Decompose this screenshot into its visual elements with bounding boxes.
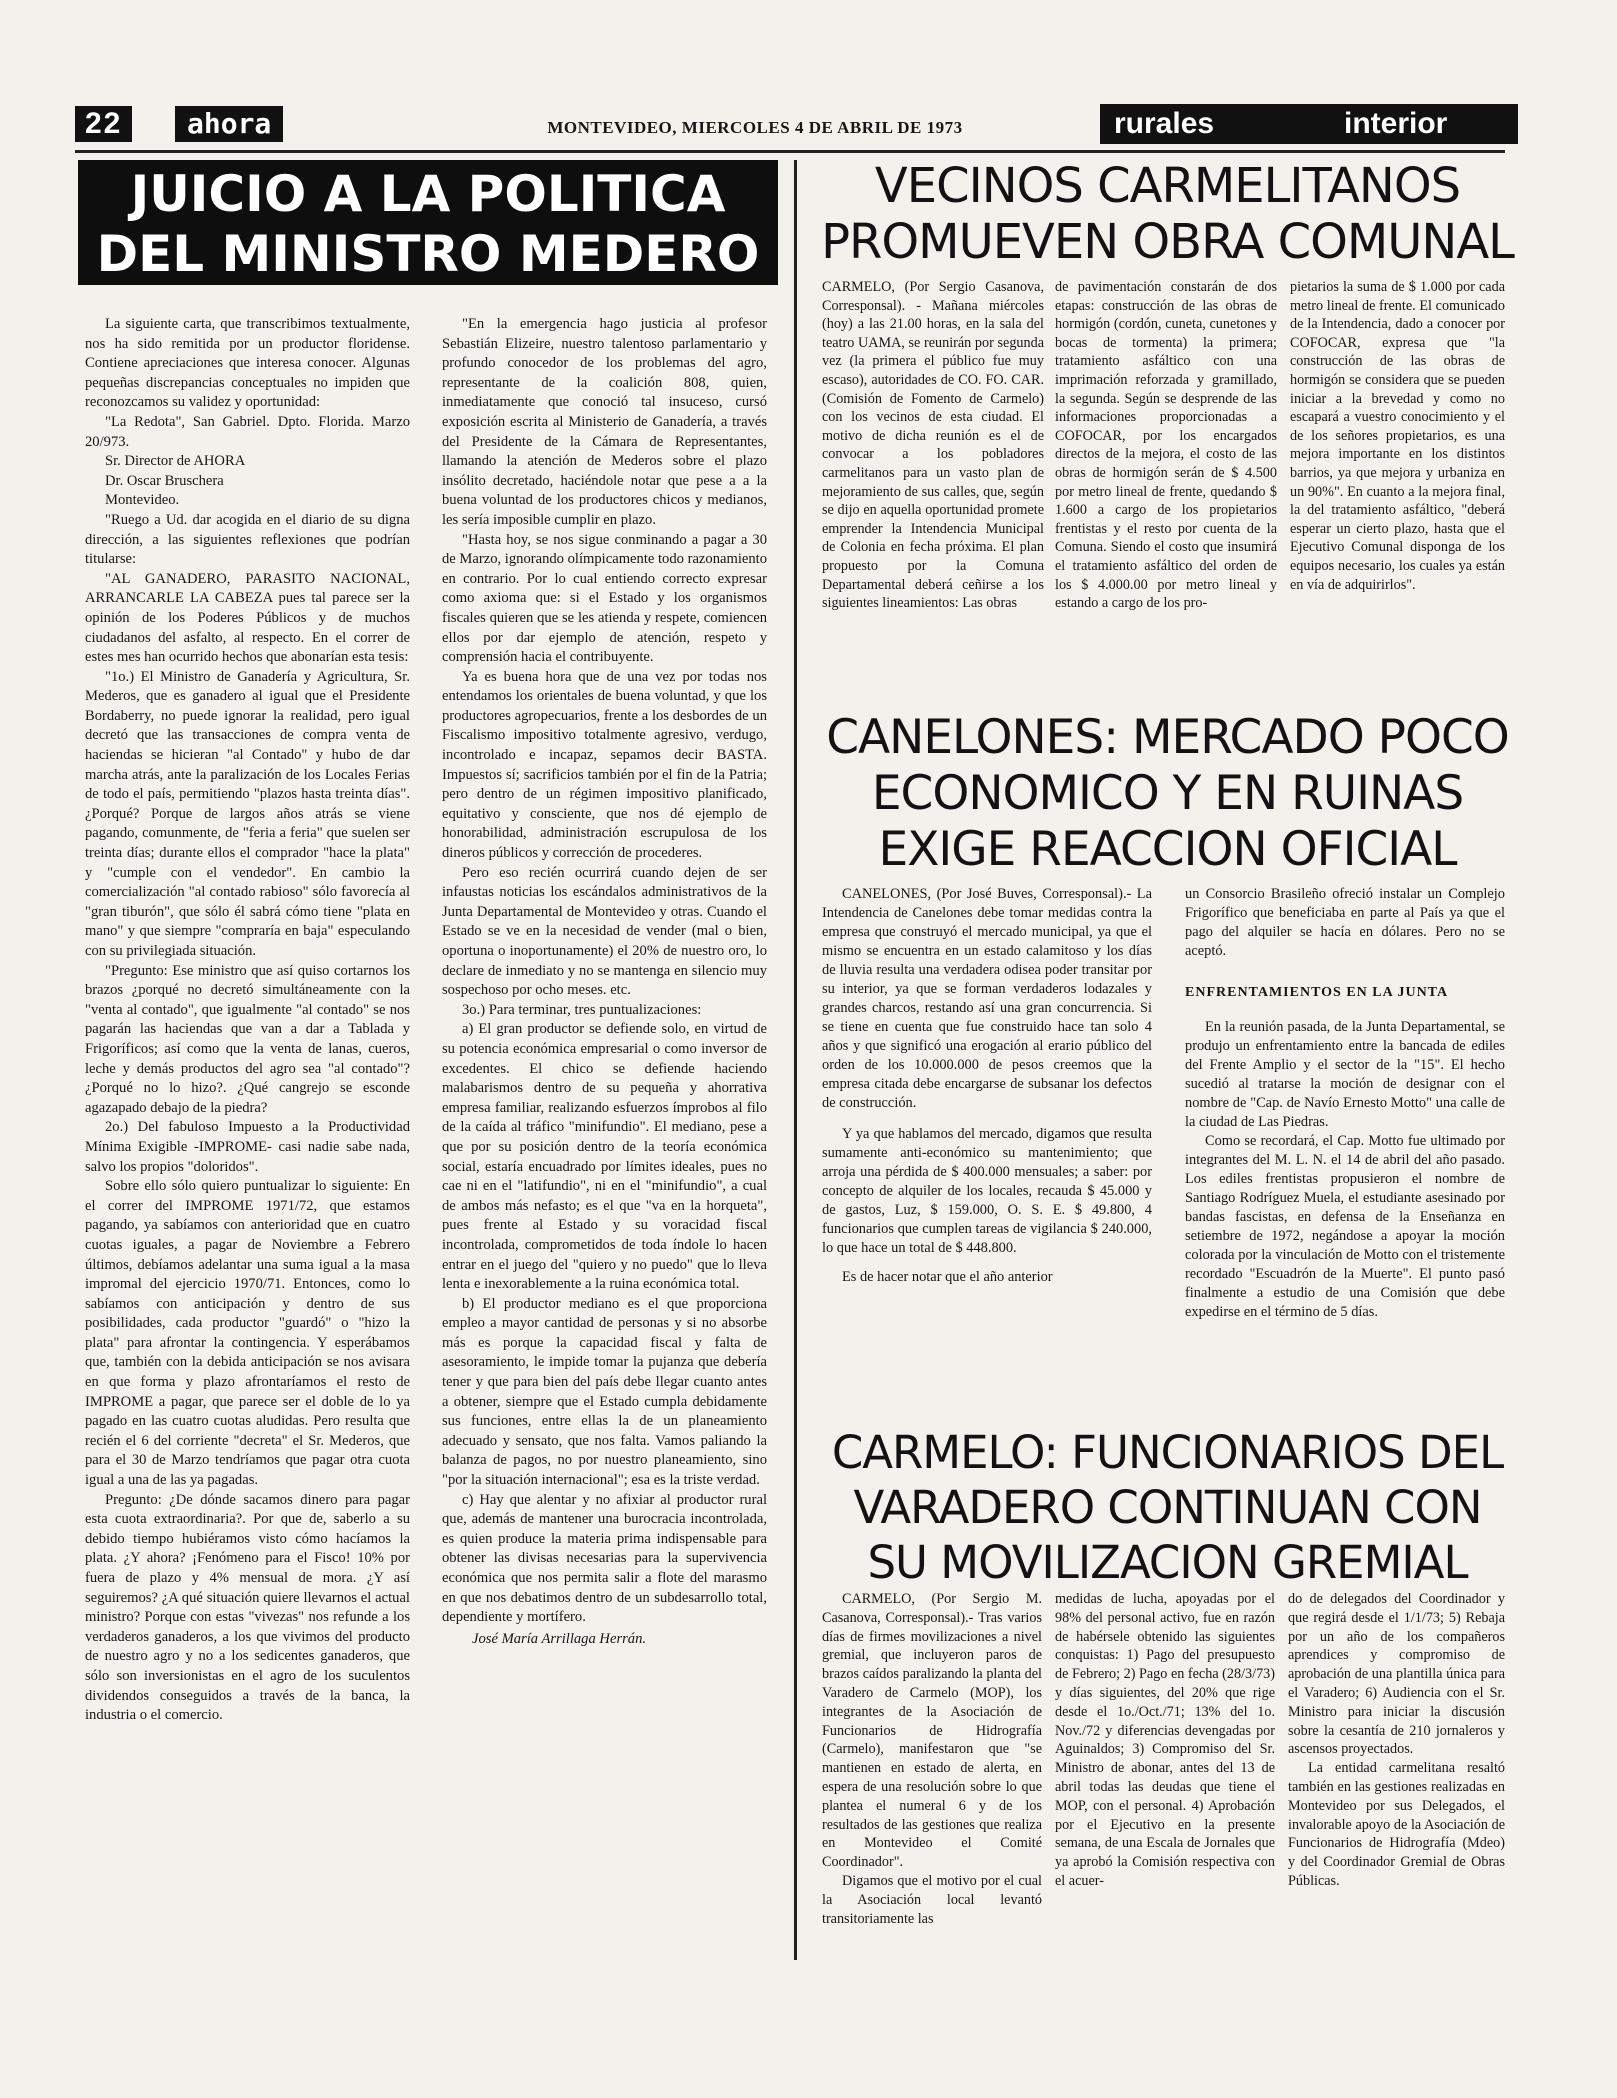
article-juicio-title-line-2: DEL MINISTRO MEDERO	[96, 225, 760, 283]
dateline: MONTEVIDEO, MIERCOLES 4 DE ABRIL DE 1973	[547, 118, 963, 137]
article-varadero-column-3	[1288, 1590, 1505, 1891]
article-carmelitanos-headline	[805, 158, 1530, 270]
paragraph: c) Hay que alentar y no afixiar al productor rural que, además de mantener una burocracia incontrolada, es quien produce la materia prima indispensable para obtener las divisas necesarias para la supervivencia económica que nos permita salir a flote del marasmo en que nos debatimos dentro de un subdesarrollo total, dependiente y mortífero.	[442, 1491, 767, 1626]
paragraph: La entidad carmelitana resaltó también en las gestiones realizadas en Montevideo por sus Delegados, el invalorable apoyo de la Asociación de Funcionarios de Hidrografía (Mdeo) y del Coordinador Gremial de Obras Públicas.	[1288, 1760, 1505, 1889]
paragraph: "AL GANADERO, PARASITO NACIONAL, ARRANCARLE LA CABEZA pues tal parece ser la opinión de los Poderes Públicos y de muchos ciudadanos del asfalto, al respecto. En el correr de estes mes han ocurrido hechos que abonarían esta tesis:	[85, 570, 410, 666]
article-varadero-column-1	[822, 1590, 1042, 1928]
paragraph: Ya es buena hora que de una vez por todas nos entendamos los orientales de buena voluntad, y que los productores agropecuarios, frente a los desbordes de un Fiscalismo impositivo totalmente agresivo, verdugo, incontrolado e incapaz, sepamos decir BASTA. Impuestos sí; sacrificios también por el fin de la Patria; pero dentro de un régimen impositivo planificado, equitativo y consciente, que nos dé ejemplo de honorabilidad, administración escrupulosa de los dineros públicos y corrección de procederes.	[442, 668, 767, 862]
paragraph: Es de hacer notar que el año anterior	[842, 1269, 1053, 1285]
paragraph: "La Redota", San Gabriel. Dpto. Florida. Marzo 20/973.	[85, 413, 410, 450]
column-separator	[794, 160, 797, 1960]
paragraph: "1o.) El Ministro de Ganadería y Agricultura, Sr. Mederos, que es ganadero al igual que el Presidente Bordaberry, no puede ignorar la realidad, pero igual decretó que las transacciones de compra venta de haciendas se hicieran "al Contado" y hubo de dar marcha atrás, ante la paralización de los Locales Ferias de todo el país, permitiendo "plazos hasta treinta días". ¿Porqué? Porque de largos años atrás se viene pagando, comunmente, de "feria a feria" que suelen ser treinta días; durante ellos el comprador "hace la plata" y "cumple con el vendedor". En cambio la comercialización "al contado rabioso" sólo favorecía al "gran tiburón", que sólo él sabrá cómo tiene "plata en mano" y que siempre "compraría en baja" especulando con su privilegiada situación.	[85, 668, 410, 959]
paragraph: medidas de lucha, apoyadas por el 98% del personal activo, fue en razón de habérsele obtenido las siguientes conquistas: 1) Pago del presupuesto de Febrero; 2) Pago en fecha (28/3/73) y días siguientes, del 20% que rige desde el 1o./Oct./71; 13% del 1o. Nov./72 y diferencias devengadas por Aguinaldos; 3) Compromiso del Sr. Ministro de abonar, antes del 13 de abril todas las deudas que tiene el MOP, con el personal. 4) Aprobación por el Ejecutivo en la presente semana, de una Escala de Jornales que ya aprobó la Comisión respectiva con el acuer-	[1055, 1591, 1275, 1889]
paragraph: CARMELO, (Por Sergio M. Casanova, Corresponsal).- Tras varios días de firmes movilizaciones a nivel gremial, que incluyeron paros de brazos caídos paralizando la planta del Varadero de Carmelo (MOP), los integrantes de la Asociación de Funcionarios de Hidrografía (Carmelo), manifestaron que "se mantienen en estado de alerta, en espera de una resolución sobre lo que plantea el numeral 6 y de los resultados de las gestiones que realiza en Montevideo el Comité Coordinador".	[822, 1591, 1042, 1871]
masthead-rule	[75, 150, 1505, 153]
masthead	[75, 104, 1505, 150]
article-carmelitanos-column-2	[1055, 278, 1277, 613]
paragraph: Pero eso recién ocurrirá cuando dejen de ser infaustas noticias los escándalos administrativos de la Junta Departamental de Montevideo y otras. Cuando el Estado se ve en la necesidad de vender (mal o bien, oportuna o inoportunamente) el 20% de nuestro oro, lo declare de inmediato y no se mantenga en silencio muy sospechoso por ocho meses. etc.	[442, 864, 767, 999]
paragraph: a) El gran productor se defiende solo, en virtud de su potencia económica empresarial o como inversor de excedentes. El chico se defiende haciendo malabarismos dentro de su pequeña y ahorrativa empresa familiar, realizando esfuerzos ímprobos al filo de la caída al tráfico "minifundio". El mediano, pese a que por su posición dentro de la teoría económica social, estaría encuadrado por límites ideales, pues no cae ni en el "latifundio", ni en el "minifundio", a cual de ambos más nefasto; es el que "va en la horqueta", pues frente al Estado y su voracidad fiscal incontrolada, comprometidos de toda índole lo hacen entrar en el juego del "quiero y no puedo" que lo lleva lenta e inexorablemente a la ruina económica total.	[442, 1021, 767, 1293]
paragraph: Como se recordará, el Cap. Motto fue ultimado por integrantes del M. L. N. el 14 de abril del año pasado. Los ediles frentistas propusieron el nombre de Santiago Rodríguez Muela, el estudiante asesinado por bandas fascistas, en defensa de la Enseñanza en setiembre de 1972, negándose a apoyar la moción colorada por la vinculación de Motto con el tristemente recordado "Escuadrón de la Muerte". El punto pasó finalmente a estudio de una Comisión que debe expedirse en el término de 5 días.	[1185, 1133, 1505, 1320]
article-juicio-title-line-1: JUICIO A LA POLITICA	[130, 165, 726, 223]
paragraph: Dr. Oscar Bruschera	[105, 472, 224, 489]
paragraph: "Ruego a Ud. dar acogida en el diario de su digna dirección, a las siguientes reflexiones que podrían titularse:	[85, 511, 410, 568]
article-juicio-signature: José María Arrillaga Herrán.	[472, 1630, 647, 1647]
section-tab-interior: interior	[1330, 104, 1518, 144]
paragraph: Digamos que el motivo por el cual la Asociación local levantó transitoriamente las	[822, 1872, 1042, 1927]
paragraph: Montevideo.	[105, 492, 180, 509]
article-canelones-column-1	[822, 885, 1152, 1287]
article-carmelitanos-column-3	[1290, 278, 1505, 594]
article-canelones-column-2	[1185, 885, 1505, 1322]
article-varadero-column-2	[1055, 1590, 1275, 1891]
article-juicio-column-1	[85, 315, 410, 1726]
paragraph: 2o.) Del fabuloso Impuesto a la Productividad Mínima Exigible -IMPROME- casi nadie sabe nada, salvo los propios "doloridos".	[85, 1119, 410, 1175]
article-canelones-subhead: ENFRENTAMIENTOS EN LA JUNTA	[1185, 985, 1449, 1000]
paragraph: b) El productor mediano es el que proporciona empleo a mayor cantidad de personas y si no absorbe más es porque la capacidad fiscal y falta de asesoramiento, le impide tomar la pujanza que debería tener y que para bien del país debe llegar cuanto antes a obtener, siempre que el Estado cumpla debidamente sus funciones, entre ellas la de un planeamiento adecuado y sensato, que nos falta. Vamos paliando la balanza de pagos, no por nuestro planeamiento, sino "por la situación internacional"; esa es la triste verdad.	[442, 1295, 767, 1489]
article-carmelitanos-column-1	[822, 278, 1044, 613]
paragraph: "Hasta hoy, se nos sigue conminando a pagar a 30 de Marzo, ignorando olímpicamente todo razonamiento en contrario. Por lo cual entiendo correcto expresar como axioma que: si el Estado y los organismos fiscales quieren que se les atienda y respete, comiencen ellos por dar ejemplo de atención, respeto y comprensión hacia el contribuyente.	[442, 531, 768, 666]
paragraph: Sobre ello sólo quiero puntualizar lo siguiente: En el correr del IMPROME 1971/72, que estamos pagando, ya sabíamos con anterioridad que en cuatro cuotas iguales, a pagar de Noviembre a Febrero últimos, debíamos adelantar una suma igual a la masa impromal del ejercicio 1970/71. Entonces, como lo sabíamos con anticipación y dentro de sus posibilidades, cada productor "guardó" o "hizo la plata" para afrontar la contingencia. Y esperábamos que, también con la debida anticipación se nos avisara en que forma y plazo afrontaríamos el resto de IMPROME a pagar, que parece ser el doble de lo ya pagado en las cuatro cuotas aludidas. Pero resulta que recién el 6 del corriente "decreta" el Sr. Mederos, que para el 30 de Marzo tendríamos que pagar otra cuota igual a una de las ya pagadas.	[85, 1178, 410, 1489]
article-varadero-headline-line-2: VARADERO CONTINUAN CON	[853, 1481, 1482, 1534]
article-canelones-headline-line-2: ECONOMICO Y EN RUINAS	[871, 766, 1464, 821]
paragraph: CARMELO, (Por Sergio Casanova, Corresponsal). - Mañana miércoles (hoy) a las 21.00 horas, en la sala del teatro UAMA, se reunirán por segunda vez (la primera el público fue muy escaso), autoridades de CO. FO. CAR. (Comisión de Fomento de Carmelo) con los vecinos de esta ciudad. El motivo de dicha reunión es el de convocar a los pobladores carmelitanos para un vasto plan de mejoramiento de sus calles, que, según se dijo en aquella oportunidad promete emprender la Intendencia Municipal de Colonia en fecha próxima. El plan propuesto por la Comuna Departamental deberá ceñirse a los siguientes lineamientos: Las obras	[822, 279, 1044, 612]
article-carmelitanos-headline-line-2: PROMUEVEN OBRA COMUNAL	[821, 214, 1514, 270]
article-varadero-headline	[805, 1425, 1530, 1590]
paragraph: do de delegados del Coordinador y que regirá desde el 1/1/73; 5) Rebaja por un año de los compañeros aprendices y compromiso de aprobación de una plantilla única para el Varadero; 6) Audiencia con el Sr. Ministro para iniciar la discusión sobre la cesantía de 210 jornaleros y ascensos proyectados.	[1288, 1591, 1505, 1758]
article-varadero-headline-line-1: CARMELO: FUNCIONARIOS DEL	[831, 1426, 1504, 1479]
paragraph: "Pregunto: Ese ministro que así quiso cortarnos los brazos ¿porqué no decretó simultáneamente con la "venta al contado", que igualmente "al contado" se nos pagarán las haciendas que van a dar a Tablada y Frigoríficos; así como que la venta de lanas, cueros, leche y demás productos del agro sea "al contado"? ¿Porqué no lo hizo?. ¿Qué cangrejo se esconde agazapado debajo de la piedra?	[85, 962, 410, 1116]
section-tab-rurales: rurales	[1100, 104, 1348, 144]
article-juicio-title	[78, 160, 778, 285]
article-canelones-headline-line-3: EXIGE REACCION OFICIAL	[878, 822, 1457, 877]
paragraph: un Consorcio Brasileño ofreció instalar un Complejo Frigorífico que beneficiaba en parte al País ya que el pago del alquiler se hacía en dólares. Pero no se aceptó.	[1185, 886, 1505, 959]
paragraph: CANELONES, (Por José Buves, Corresponsal).- La Intendencia de Canelones debe tomar medidas contra la empresa que construyó el mercado municipal, ya que el mismo se encuentra en un estado calamitoso y los días de lluvia resulta una verdadera odisea poder transitar por su interior, ya que se forman verdaderos lodazales y grandes charcos, restando así una gran concurrencia. Si se tiene en cuenta que fue construido hace tan solo 4 años y que significó una erogación al erario público del orden de los 10.000.000 de pesos creemos que la empresa citada debe encargarse de subsanar los defectos de construcción.	[822, 886, 1152, 1111]
paragraph: pietarios la suma de $ 1.000 por cada metro lineal de frente. El comunicado de la Intendencia, dado a conocer por COFOCAR, expresa que "la construcción de las obras de hormigón se considera que se pueden iniciar a la brevedad y como no escapará a vuestro conocimiento y el de los señores propietarios, es una mejora importante en los distintos barrios, ya que mejora y urbaniza en un 90%". En cuanto a la mejora final, la del tratamiento asfáltico, "deberá esperar un cierto plazo, hasta que el Ejecutivo Comunal disponga de los equipos necesario, los cuales ya están en vía de adquirirlos".	[1290, 279, 1505, 593]
article-varadero-headline-line-3: SU MOVILIZACION GREMIAL	[867, 1536, 1468, 1589]
paragraph: Y ya que hablamos del mercado, digamos que resulta sumamente anti-económico su mantenimiento; que arroja una pérdida de $ 400.000 mensuales; a saber: por concepto de alquiler de los locales, recauda $ 45.000 y de gastos, Luz, $ 159.000, O. S. E. $ 49.800, 4 funcionarios que cumplen tareas de vigilancia $ 240.000, lo que hace un total de $ 448.800.	[822, 1126, 1152, 1256]
paragraph: 3o.) Para terminar, tres puntualizaciones:	[462, 1001, 702, 1018]
paragraph: La siguiente carta, que transcribimos textualmente, nos ha sido remitida por un productor floridense. Contiene apreciaciones que interesa conocer. Algunas pequeñas discrepancias conceptuales no impiden que reconozcamos su validez y oportunidad:	[85, 316, 410, 411]
paragraph: de pavimentación constarán de dos etapas: construcción de las obras de hormigón (cordón, cuneta, cunetones y bocas de tormenta) la primera; tratamiento asfáltico con una imprimación reforzada y gramillado, la segunda. Según se desprende de las informaciones proporcionadas a COFOCAR, por los encargados directos de la mejora, el costo de las obras de hormigón serán de $ 4.500 por metro lineal de frente, quedando $ 1.600 a cargo de los propietarios frentistas y el resto por cuenta de la Comuna. Siendo el costo que insumirá el tratamiento asfáltico del orden de los $ 4.000.00 por metro lineal y estando a cargo de los pro-	[1055, 279, 1277, 612]
page-number: 22	[75, 106, 132, 142]
article-canelones-headline-line-1: CANELONES: MERCADO POCO	[826, 710, 1509, 765]
article-juicio-column-2	[442, 315, 767, 1649]
publication-name: ahora	[175, 106, 283, 142]
paragraph: Sr. Director de AHORA	[105, 453, 246, 470]
paragraph: En la reunión pasada, de la Junta Departamental, se produjo un enfrentamiento entre la bancada de ediles del Frente Amplio y el sector de la "15". El hecho sucedió al tratarse la moción de designar con el nombre de "Cap. de Navío Ernesto Motto" una calle de la ciudad de Las Piedras.	[1185, 1019, 1505, 1130]
article-carmelitanos-headline-line-1: VECINOS CARMELITANOS	[874, 158, 1461, 214]
article-canelones-headline	[805, 710, 1530, 878]
paragraph: "En la emergencia hago justicia al profesor Sebastián Elizeire, nuestro talentoso parlamentario y profundo conocedor de los problemas del agro, representante de la coalición 808, quien, inmediatamente que conoció tal insuceso, cursó exposición escrita al Ministerio de Ganadería, a través del Presidente de la Cámara de Representantes, llamando la atención de Mederos sobre el plazo insólito decretado, haciéndole notar que pese a a la buena voluntad de los productores chicos y medianos, les sería imposible cumplir en plazo.	[442, 316, 767, 528]
paragraph: Pregunto: ¿De dónde sacamos dinero para pagar esta cuota extraordinaria?. Por que de, saberlo a su debido tiempo hubiéramos visto cómo hacíamos la plata. ¿Y ahora? ¡Fenómeno para el Fisco! 10% por fuera de plazo y 4% mensual de mora. ¿Y así seguiremos? ¿A qué situación quiere llevarnos el actual ministro? Porque con estas "vivezas" nos refunde a los verdaderos ganaderos, a los que vivimos del producto de nuestro agro y no a los sedicentes ganaderos, que sólo son inversionistas en el agro de los suculentos dividendos conseguidos a través de la banca, la industria o el comercio.	[85, 1491, 410, 1724]
